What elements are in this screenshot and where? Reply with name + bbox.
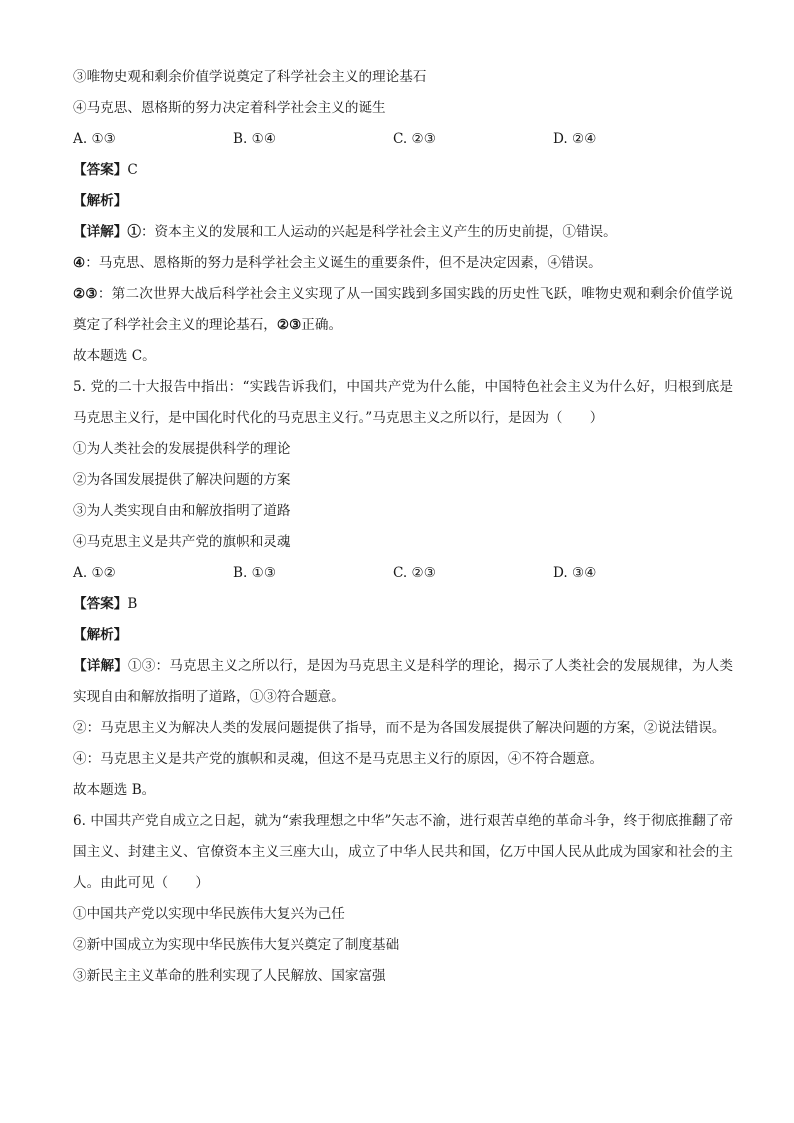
detail-text: ：马克思、恩格斯的努力是科学社会主义诞生的重要条件，但不是决定因素，④错误。 bbox=[85, 255, 602, 271]
q6-option-3: ③新民主主义革命的胜利实现了人民解放、国家富强 bbox=[73, 968, 386, 984]
q5-option-2: ②为各国发展提供了解决问题的方案 bbox=[73, 472, 291, 488]
q4-analysis bbox=[73, 186, 733, 217]
detail-text: 正确。 bbox=[301, 317, 343, 333]
q6-option-2: ②新中国成立为实现中华民族伟大复兴奠定了制度基础 bbox=[73, 937, 400, 953]
q5-answer bbox=[73, 589, 733, 620]
q4-choice-a: A. ①③ bbox=[73, 131, 116, 147]
answer-value: B bbox=[127, 596, 138, 612]
detail-text: ：资本主义的发展和工人运动的兴起是科学社会主义产生的历史前提，①错误。 bbox=[140, 224, 617, 240]
analysis-tag: 【解析】 bbox=[73, 627, 128, 643]
document-page bbox=[73, 62, 733, 992]
q5-stem: 5. 党的二十大报告中指出：“实践告诉我们，中国共产党为什么能，中国特色社会主义为什么好，归根到底是马克思主义行，是中国化时代化的马克思主义行。”马克思主义之所以行，是因为（ ） bbox=[73, 379, 733, 426]
answer-tag: 【答案】 bbox=[73, 162, 128, 178]
q5-analysis bbox=[73, 620, 733, 651]
q4-choice-b: B. ①④ bbox=[233, 131, 277, 147]
q5-detail-3: ④：马克思主义是共产党的旗帜和灵魂，但这不是马克思主义行的原因，④不符合题意。 bbox=[73, 751, 604, 767]
q5-option-4: ④马克思主义是共产党的旗帜和灵魂 bbox=[73, 534, 291, 550]
q5-choice-d: D. ③④ bbox=[553, 565, 597, 581]
q5-option-3: ③为人类实现自由和解放指明了道路 bbox=[73, 503, 291, 519]
q4-detail-1 bbox=[73, 217, 733, 248]
detail-text: ：第二次世界大战后科学社会主义实现了从一国实践到多国实践的历史性飞跃，唯物史观和剩余价值学说奠定了科学社会主义的理论基石， bbox=[73, 286, 733, 333]
detail-mark: ②③ bbox=[73, 286, 98, 302]
q5-conclusion: 故本题选 B。 bbox=[73, 782, 156, 798]
detail-tag: 【详解】 bbox=[73, 658, 129, 674]
detail-mark: ②③ bbox=[276, 317, 302, 333]
answer-tag: 【答案】 bbox=[73, 596, 128, 612]
detail-text: ①③：马克思主义之所以行，是因为马克思主义是科学的理论，揭示了人类社会的发展规律，为人类实现自由和解放指明了道路，①③符合题意。 bbox=[73, 658, 733, 705]
q5-choice-a: A. ①② bbox=[73, 565, 116, 581]
q5-choices bbox=[73, 558, 733, 589]
q5-detail-1 bbox=[73, 651, 733, 713]
q4-detail-3 bbox=[73, 279, 733, 341]
q4-option-3: ③唯物史观和剩余价值学说奠定了科学社会主义的理论基石 bbox=[73, 69, 427, 85]
q4-option-4: ④马克思、恩格斯的努力决定着科学社会主义的诞生 bbox=[73, 100, 386, 116]
q5-option-1: ①为人类社会的发展提供科学的理论 bbox=[73, 441, 291, 457]
q4-conclusion: 故本题选 C。 bbox=[73, 348, 156, 364]
answer-value: C bbox=[127, 162, 138, 178]
q4-choice-c: C. ②③ bbox=[393, 131, 436, 147]
analysis-tag: 【解析】 bbox=[73, 193, 128, 209]
q6-stem: 6. 中国共产党自成立之日起，就为“索我理想之中华”矢志不渝，进行艰苦卓绝的革命斗争，终于彻底推翻了帝国主义、封建主义、官僚资本主义三座大山，成立了中华人民共和国，亿万中国人民从此成为国家和社会的主人。由此可见（ ） bbox=[73, 813, 733, 891]
q4-choices bbox=[73, 124, 733, 155]
detail-tag: 【详解】 bbox=[73, 224, 128, 240]
q4-choice-d: D. ②④ bbox=[553, 131, 597, 147]
q4-detail-2 bbox=[73, 248, 733, 279]
q5-choice-b: B. ①③ bbox=[233, 565, 277, 581]
q5-detail-2: ②：马克思主义为解决人类的发展问题提供了指导，而不是为各国发展提供了解决问题的方案，②说法错误。 bbox=[73, 720, 726, 736]
detail-mark: ① bbox=[127, 224, 141, 240]
detail-mark: ④ bbox=[73, 255, 86, 271]
q6-option-1: ①中国共产党以实现中华民族伟大复兴为己任 bbox=[73, 906, 345, 922]
q4-answer bbox=[73, 155, 733, 186]
q5-choice-c: C. ②③ bbox=[393, 565, 436, 581]
